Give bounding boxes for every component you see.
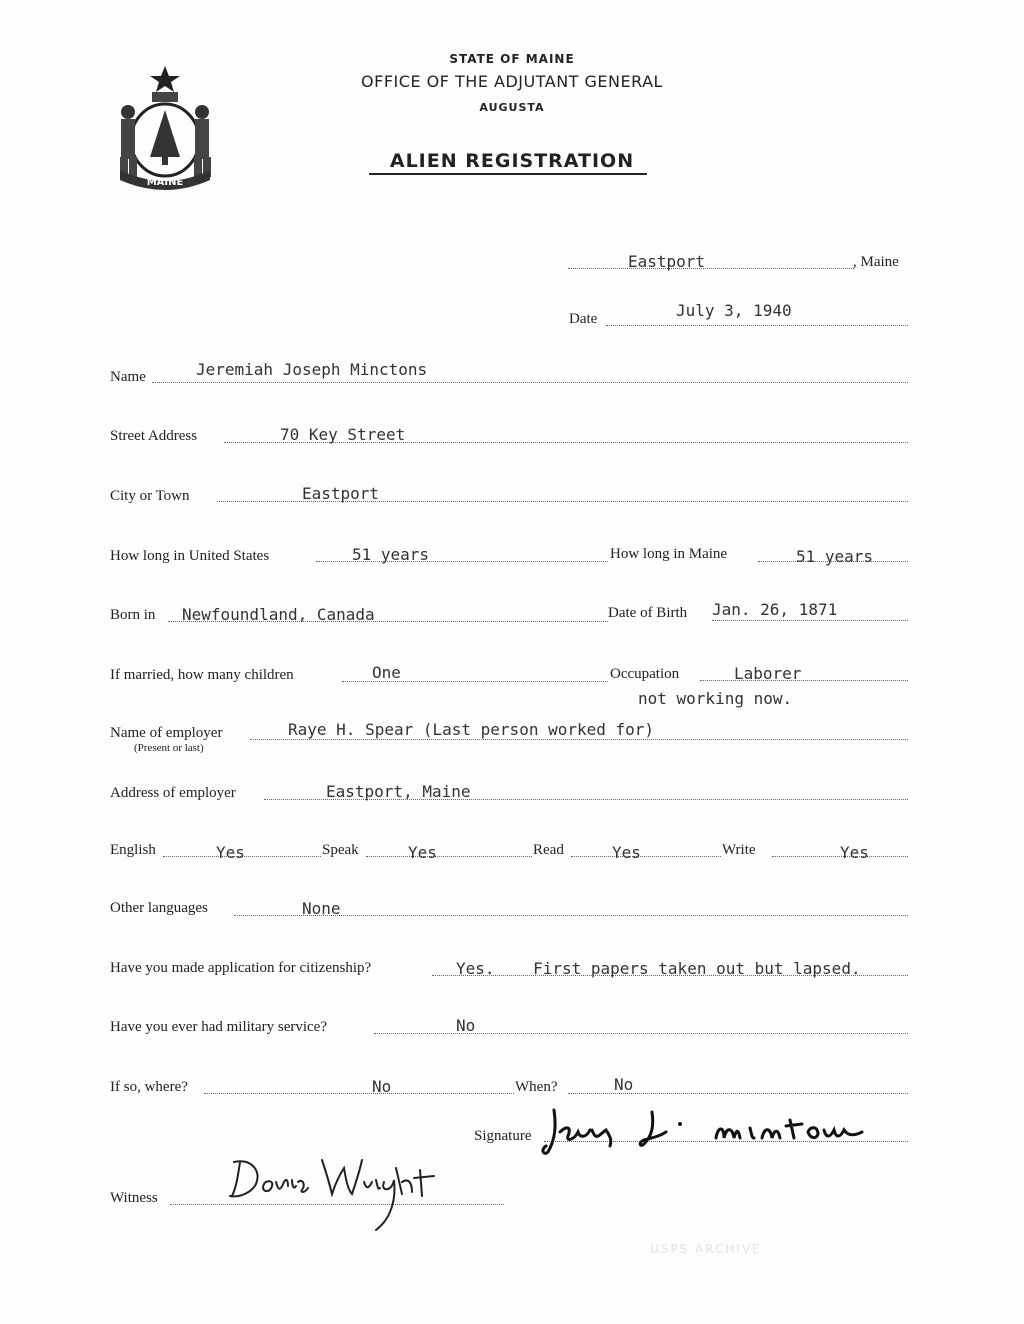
military-line	[374, 1033, 908, 1034]
place-value[interactable]: Eastport	[628, 252, 706, 271]
office-heading: OFFICE OF THE ADJUTANT GENERAL	[361, 72, 663, 91]
citizenship-label: Have you made application for citizenship?	[110, 960, 372, 976]
english-label: English	[110, 842, 156, 858]
form-title: ALIEN REGISTRATION	[389, 150, 635, 172]
signature-label: Signature	[474, 1128, 532, 1144]
faint-stamp: USPS ARCHIVE	[650, 1242, 762, 1256]
where-value[interactable]: No	[372, 1077, 392, 1096]
place-line	[568, 268, 854, 269]
employer-address-value[interactable]: Eastport, Maine	[326, 782, 471, 801]
when-label: When?	[515, 1079, 558, 1095]
born-in-label: Born in	[110, 607, 156, 623]
employer-line	[250, 739, 908, 740]
city-town-label: City or Town	[110, 488, 190, 504]
employer-value[interactable]: Raye H. Spear (Last person worked for)	[288, 720, 655, 739]
occupation-value[interactable]: Laborer	[734, 664, 802, 683]
title-underline	[369, 173, 647, 175]
maine-duration-label: How long in Maine	[610, 546, 728, 562]
city-town-value[interactable]: Eastport	[302, 484, 380, 503]
military-value[interactable]: No	[456, 1016, 476, 1035]
street-label: Street Address	[110, 428, 198, 444]
name-label: Name	[110, 369, 146, 385]
english-value[interactable]: Yes	[216, 843, 245, 862]
occupation-label: Occupation	[610, 666, 680, 682]
state-heading: STATE OF MAINE	[449, 52, 575, 66]
employer-address-label: Address of employer	[110, 785, 236, 801]
birth-date-label: Date of Birth	[608, 605, 688, 621]
street-value[interactable]: 70 Key Street	[280, 425, 406, 444]
birth-date-value[interactable]: Jan. 26, 1871	[712, 600, 838, 619]
write-value[interactable]: Yes	[840, 843, 869, 862]
children-label: If married, how many children	[110, 667, 294, 683]
born-in-value[interactable]: Newfoundland, Canada	[182, 605, 375, 624]
citizenship-value[interactable]: Yes. First papers taken out but lapsed.	[456, 959, 861, 978]
speak-label: Speak	[322, 842, 359, 858]
birth-date-line	[712, 620, 908, 621]
occupation-line	[700, 680, 908, 681]
other-languages-label: Other languages	[110, 900, 208, 916]
when-value[interactable]: No	[614, 1075, 634, 1094]
write-label: Write	[722, 842, 756, 858]
employer-sublabel: (Present or last)	[134, 742, 204, 754]
city-heading: AUGUSTA	[479, 101, 545, 114]
signature-image	[540, 1102, 880, 1160]
where-label: If so, where?	[110, 1079, 188, 1095]
other-languages-value[interactable]: None	[302, 899, 341, 918]
witness-label: Witness	[110, 1190, 158, 1206]
occupation-note[interactable]: not working now.	[638, 689, 793, 708]
where-line	[204, 1093, 514, 1094]
witness-signature-image	[226, 1152, 446, 1234]
read-line	[571, 856, 721, 857]
military-label: Have you ever had military service?	[110, 1019, 327, 1035]
name-line	[152, 382, 908, 383]
date-line	[606, 325, 908, 326]
speak-line	[366, 856, 532, 857]
read-label: Read	[533, 842, 564, 858]
children-value[interactable]: One	[372, 663, 401, 682]
date-label: Date	[569, 311, 598, 327]
maine-duration-value[interactable]: 51 years	[796, 547, 874, 566]
read-value[interactable]: Yes	[612, 843, 641, 862]
date-value[interactable]: July 3, 1940	[676, 301, 792, 320]
us-duration-label: How long in United States	[110, 548, 270, 564]
employer-label: Name of employer	[110, 725, 223, 741]
name-value[interactable]: Jeremiah Joseph Minctons	[196, 360, 428, 379]
speak-value[interactable]: Yes	[408, 843, 437, 862]
us-duration-value[interactable]: 51 years	[352, 545, 430, 564]
place-suffix: , Maine	[853, 254, 899, 270]
seal-text: MAINE	[146, 177, 184, 188]
